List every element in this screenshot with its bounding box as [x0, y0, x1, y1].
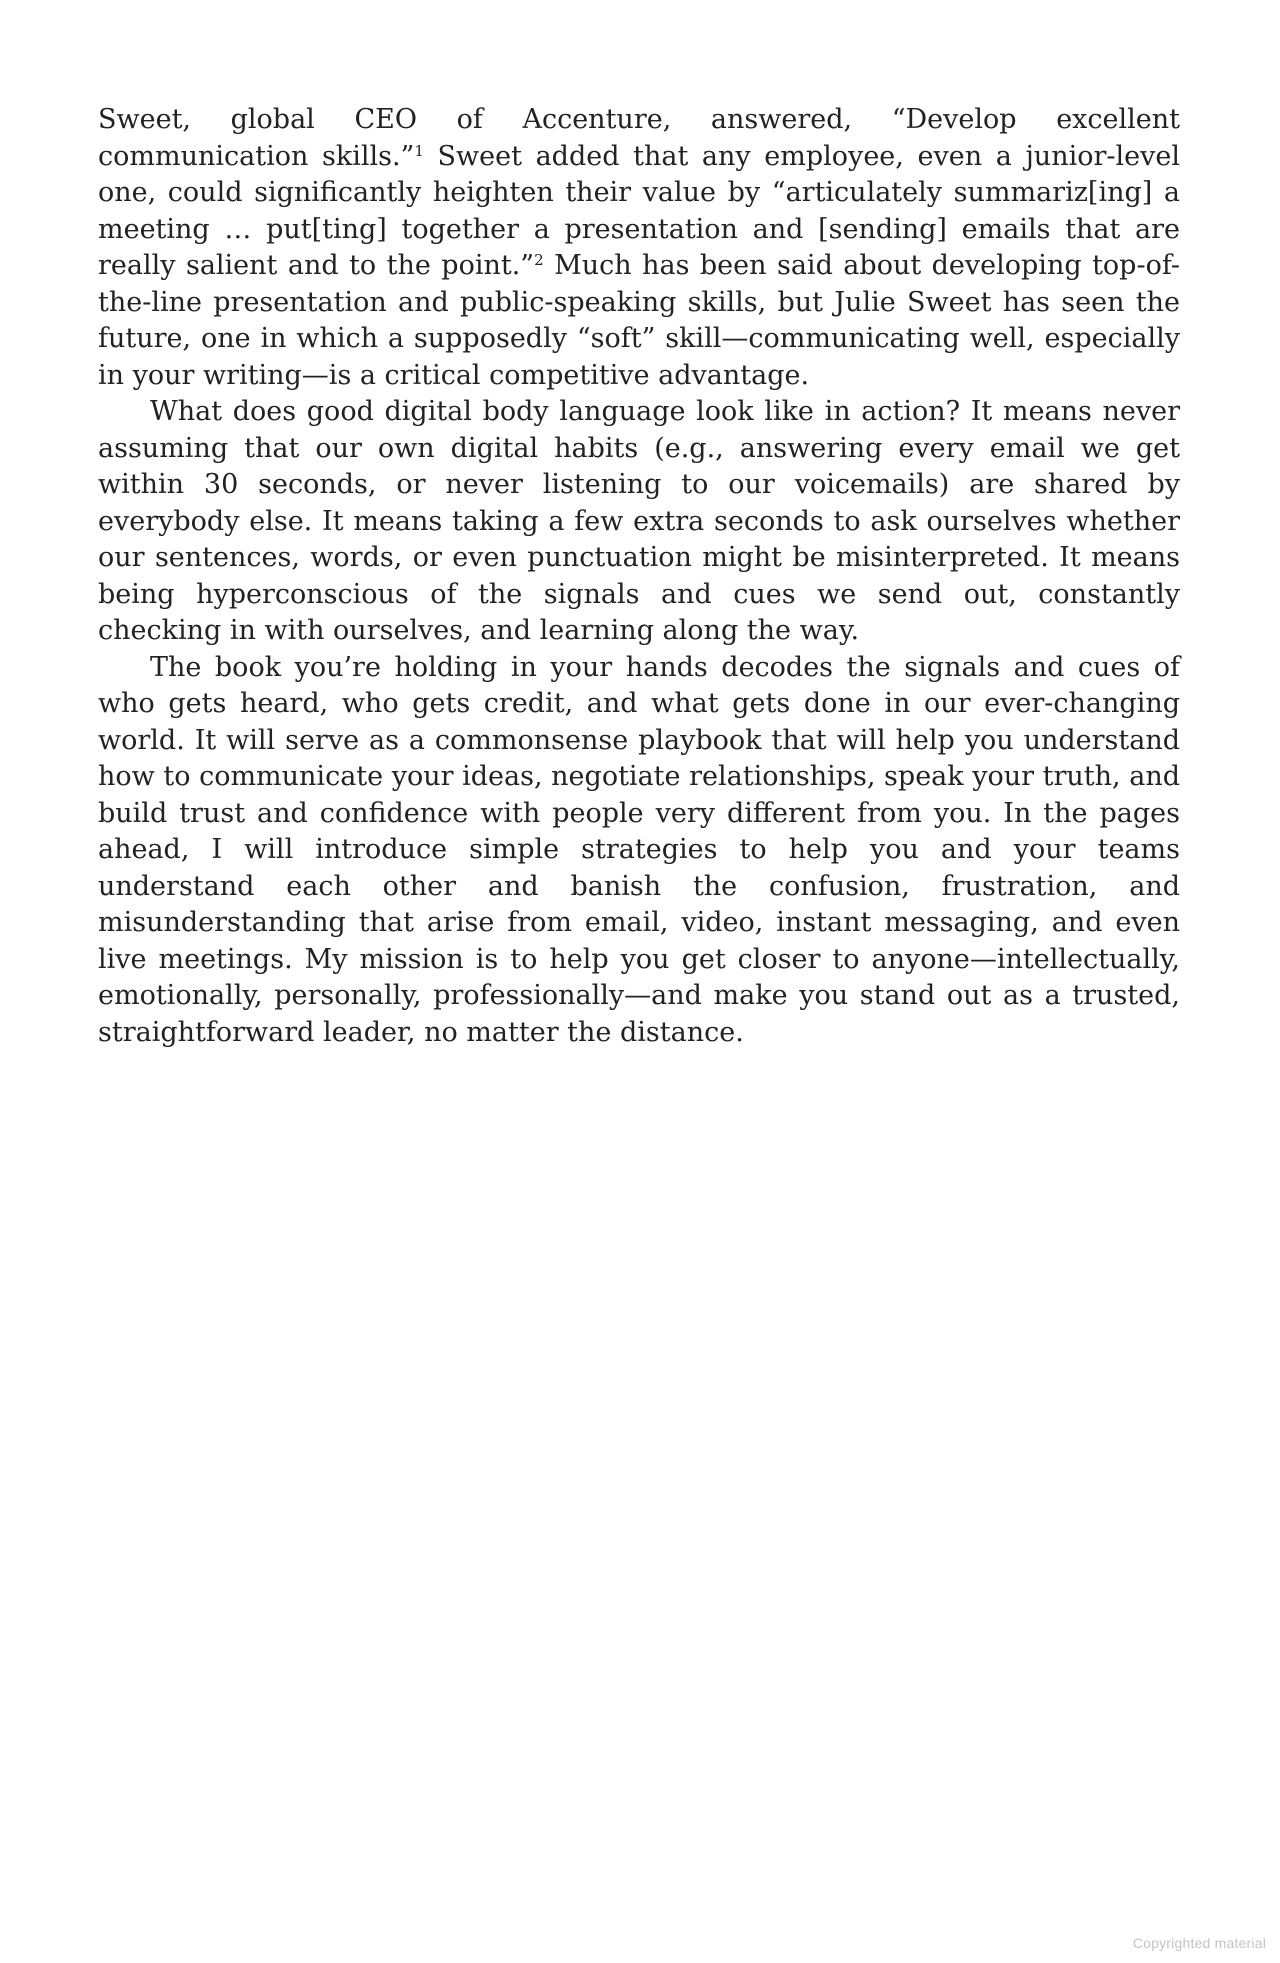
footnote-marker-1[interactable]: 1 — [414, 141, 424, 160]
page-body — [98, 102, 1180, 1051]
copyright-watermark: Copyrighted material — [1132, 1935, 1266, 1951]
paragraph-1 — [98, 102, 1180, 394]
paragraph-1-part-2: Sweet added that any employee, even a junior-level one, could significantly heighten their value by “articulately summariz[ing] a meeting … put[ting] together a presentation and [sending] emails that are really salient and to the point.” — [98, 140, 1180, 281]
paragraph-2: What does good digital body language look like in action? It means never assuming that our own digital habits (e.g., answering every email we get within 30 seconds, or never listening to our voicemails) are shared by everybody else. It means taking a few extra seconds to ask ourselves whether our sentences, words, or even punctuation might be misinterpreted. It means being hyperconscious of the signals and cues we send out, constantly checking in with ourselves, and learning along the way. — [98, 396, 1180, 646]
paragraph-3: The book you’re holding in your hands decodes the signals and cues of who gets heard, who gets credit, and what gets done in our ever-changing world. It will serve as a commonsense playbook that will help you understand how to communicate your ideas, negotiate relationships, speak your truth, and build trust and confidence with people very different from you. In the pages ahead, I will introduce simple strategies to help you and your teams understand each other and banish the confusion, frustration, and misunderstanding that arise from email, video, instant messaging, and even live meetings. My mission is to help you get closer to anyone—intellectually, emotionally, personally, professionally—and make you stand out as a trusted, straightforward leader, no matter the distance. — [98, 651, 1180, 1048]
paragraph-1-part-3: Much has been said about developing top-of-the-line presentation and public-speaking skills, but Julie Sweet has seen the future, one in which a supposedly “soft” skill—communicating well, especially in your writing—is a critical competitive advantage. — [98, 250, 1180, 391]
paragraph-1-part-1: Sweet, global CEO of Accenture, answered, “Develop excellent communication skills.” — [98, 104, 1180, 172]
footnote-marker-2[interactable]: 2 — [534, 251, 544, 269]
